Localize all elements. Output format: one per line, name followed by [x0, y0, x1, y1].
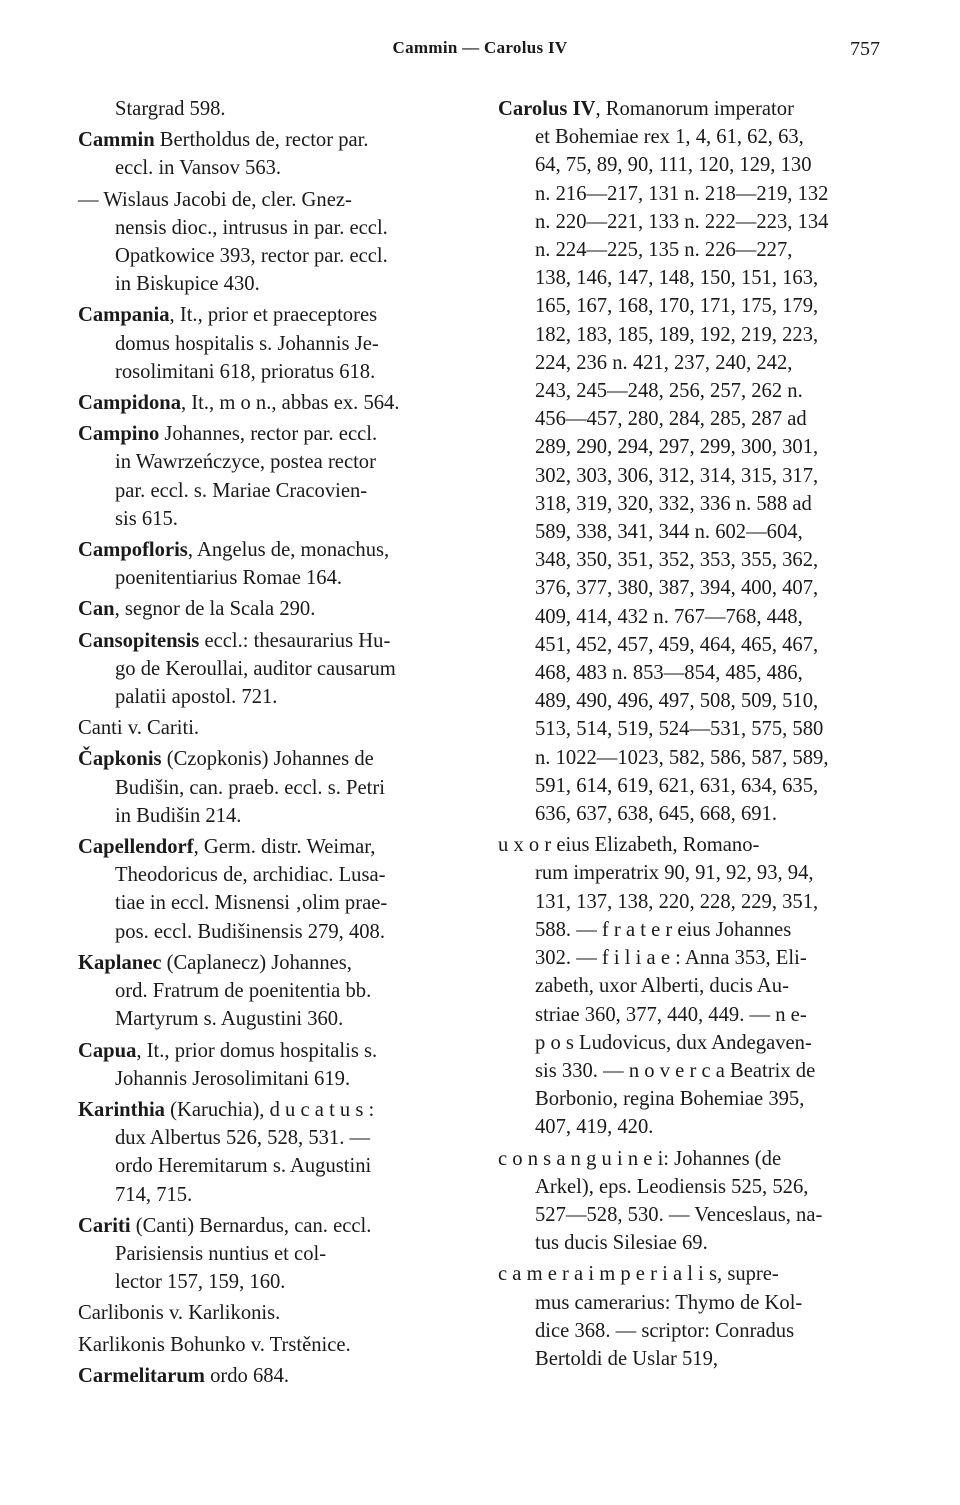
entry-line — [498, 1173, 884, 1201]
entry-line — [78, 802, 468, 830]
entry-line — [498, 659, 884, 687]
entry-line — [78, 536, 468, 564]
entry-text: 302. — f i l i a e : Anna 353, Eli- — [535, 947, 807, 970]
entry-text: , It., m o n., abbas ex. 564. — [181, 392, 400, 415]
entry-text: in Biskupice 430. — [115, 273, 260, 296]
entry-text: 302, 303, 306, 312, 314, 315, 317, — [535, 464, 819, 487]
entry-headword: Čapkonis — [78, 748, 162, 771]
entry-headword: Campofloris — [78, 539, 188, 562]
index-entry — [78, 595, 468, 623]
entry-line — [498, 631, 884, 659]
entry-text: 714, 715. — [115, 1183, 193, 1206]
entry-line — [78, 448, 468, 476]
entry-text: , It., prior domus hospitalis s. — [136, 1039, 378, 1062]
entry-line — [78, 1005, 468, 1033]
entry-line — [78, 1124, 468, 1152]
entry-text: pos. eccl. Budišinensis 279, 408. — [115, 920, 385, 943]
entry-line — [498, 1145, 884, 1173]
entry-text: 513, 514, 519, 524—531, 575, 580 — [535, 718, 824, 741]
entry-line — [498, 1229, 884, 1257]
entry-line — [498, 405, 884, 433]
entry-text: 456—457, 280, 284, 285, 287 ad — [535, 408, 807, 431]
entry-text: 527—528, 530. — Venceslaus, na- — [535, 1203, 823, 1226]
entry-text: Karlikonis Bohunko v. Trstěnice. — [78, 1333, 351, 1356]
entry-text: (Karuchia), d u c a t u s : — [164, 1098, 375, 1121]
entry-text: (Czopkonis) Johannes de — [161, 748, 374, 771]
entry-headword: Carmelitarum — [78, 1364, 205, 1387]
entry-text: 468, 483 n. 853—854, 485, 486, — [535, 662, 803, 685]
entry-text: c a m e r a i m p e r i a l i s, supre- — [498, 1263, 779, 1286]
entry-line — [498, 462, 884, 490]
entry-text: Martyrum s. Augustini 360. — [115, 1008, 344, 1031]
entry-text: Bertoldi de Uslar 519, — [535, 1347, 719, 1370]
entry-text: domus hospitalis s. Johannis Je- — [115, 332, 379, 355]
entry-text: dux Albertus 526, 528, 531. — — [115, 1127, 371, 1150]
entry-line — [78, 1181, 468, 1209]
entry-text: c o n s a n g u i n e i: Johannes (de — [498, 1147, 782, 1170]
index-entry — [78, 389, 468, 417]
entry-line — [78, 1212, 468, 1240]
entry-text: rum imperatrix 90, 91, 92, 93, 94, — [535, 862, 814, 885]
entry-text: — Wislaus Jacobi de, cler. Gnez- — [78, 188, 352, 211]
index-entry — [78, 1362, 468, 1390]
entry-text: 289, 290, 294, 297, 299, 300, 301, — [535, 436, 819, 459]
entry-line — [78, 683, 468, 711]
entry-line — [498, 1289, 884, 1317]
entry-headword: Cariti — [78, 1214, 131, 1237]
entry-text: , segnor de la Scala 290. — [114, 598, 316, 621]
entry-line — [78, 477, 468, 505]
entry-text: 165, 167, 168, 170, 171, 175, 179, — [535, 295, 819, 318]
entry-line — [78, 270, 468, 298]
index-entry — [78, 714, 468, 742]
entry-text: , Romanorum imperator — [595, 98, 794, 120]
entry-text: 591, 614, 619, 621, 631, 634, 635, — [535, 774, 819, 797]
entry-line — [498, 236, 884, 264]
entry-line — [498, 715, 884, 743]
entry-line — [78, 389, 468, 417]
entry-line — [498, 1113, 884, 1141]
entry-text: n. 220—221, 133 n. 222—223, 134 — [535, 210, 829, 233]
entry-text: 451, 452, 457, 459, 464, 465, 467, — [535, 633, 819, 656]
index-entry — [78, 536, 468, 592]
entry-line — [78, 1268, 468, 1296]
entry-line — [78, 977, 468, 1005]
entry-text: , Angelus de, monachus, — [187, 539, 390, 562]
entry-headword: Karinthia — [78, 1098, 165, 1121]
entry-text: p o s Ludovicus, dux Andegaven- — [535, 1031, 812, 1054]
entry-text: ordo 684. — [204, 1364, 290, 1387]
entry-text: 243, 245—248, 256, 257, 262 n. — [535, 380, 803, 403]
entry-text: Opatkowice 393, rector par. eccl. — [115, 245, 388, 268]
entry-text: rosolimitani 618, prioratus 618. — [115, 360, 376, 383]
entry-text: ord. Fratrum de poenitentia bb. — [115, 980, 372, 1003]
entry-line — [78, 1362, 468, 1390]
entry-text: palatii apostol. 721. — [115, 686, 278, 709]
entry-line — [78, 420, 468, 448]
entry-line — [78, 358, 468, 386]
entry-text: 589, 338, 341, 344 n. 602—604, — [535, 521, 803, 544]
entry-headword: Cammin — [78, 129, 155, 152]
entry-text: nensis dioc., intrusus in par. eccl. — [115, 216, 388, 239]
entry-line — [498, 180, 884, 208]
entry-text: n. 224—225, 135 n. 226—227, — [535, 239, 793, 262]
entry-line — [78, 861, 468, 889]
index-entry — [78, 1037, 468, 1093]
entry-line — [78, 126, 468, 154]
index-entry — [78, 1212, 468, 1297]
entry-line — [498, 490, 884, 518]
entry-text: 407, 419, 420. — [535, 1116, 654, 1139]
entry-line — [78, 1037, 468, 1065]
index-entry — [78, 1096, 468, 1209]
entry-line — [498, 574, 884, 602]
entry-line — [498, 433, 884, 461]
entry-line — [78, 564, 468, 592]
entry-text: zabeth, uxor Alberti, ducis Au- — [535, 975, 789, 998]
index-entry — [78, 186, 468, 299]
entry-text: Carlibonis v. Karlikonis. — [78, 1302, 281, 1325]
entry-line — [498, 888, 884, 916]
index-entry — [78, 420, 468, 533]
entry-line — [78, 1299, 468, 1327]
entry-line — [498, 1029, 884, 1057]
index-entry — [498, 831, 884, 1141]
entry-headword: Can — [78, 598, 115, 621]
entry-text: in Budišin 214. — [115, 804, 242, 827]
page-number: 757 — [850, 38, 880, 60]
entry-line — [498, 151, 884, 179]
entry-text: 131, 137, 138, 220, 228, 229, 351, — [535, 890, 819, 913]
entry-line — [498, 687, 884, 715]
entry-line — [78, 186, 468, 214]
entry-text: tus ducis Silesiae 69. — [535, 1232, 708, 1255]
entry-headword: Kaplanec — [78, 951, 162, 974]
entry-line — [78, 330, 468, 358]
entry-text: 636, 637, 638, 645, 668, 691. — [535, 803, 777, 826]
entry-headword: Campidona — [78, 392, 181, 415]
entry-text: 224, 236 n. 421, 237, 240, 242, — [535, 351, 793, 374]
entry-text: in Wawrzeńczyce, postea rector — [115, 451, 376, 474]
page-header — [0, 38, 960, 68]
entry-text: Johannes, rector par. eccl. — [159, 423, 378, 446]
entry-line — [498, 800, 884, 828]
entry-text: (Caplanecz) Johannes, — [161, 951, 352, 974]
entry-text: Canti v. Cariti. — [78, 717, 200, 740]
entry-headword: Campino — [78, 423, 160, 446]
index-entry — [498, 1145, 884, 1258]
running-title: Cammin — Carolus IV — [392, 38, 568, 57]
entry-line — [498, 972, 884, 1000]
right-column — [498, 95, 884, 1376]
index-entry — [78, 745, 468, 830]
entry-text: et Bohemiae rex 1, 4, 61, 62, 63, — [535, 126, 804, 149]
entry-text: Johannis Jerosolimitani 619. — [115, 1067, 351, 1090]
entry-headword: Cansopitensis — [78, 629, 200, 652]
entry-line — [78, 95, 468, 123]
entry-line — [78, 774, 468, 802]
entry-line — [498, 123, 884, 151]
entry-line — [498, 1317, 884, 1345]
entry-line — [498, 1001, 884, 1029]
entry-line — [498, 916, 884, 944]
entry-line — [78, 1065, 468, 1093]
entry-line — [498, 546, 884, 574]
entry-headword: Capua — [78, 1039, 137, 1062]
entry-line — [78, 301, 468, 329]
entry-text: 348, 350, 351, 352, 353, 355, 362, — [535, 549, 819, 572]
entry-text: ordo Heremitarum s. Augustini — [115, 1155, 372, 1178]
entry-line — [78, 1331, 468, 1359]
entry-text: 489, 490, 496, 497, 508, 509, 510, — [535, 690, 819, 713]
entry-text: par. eccl. s. Mariae Cracovien- — [115, 479, 368, 502]
entry-line — [498, 1201, 884, 1229]
entry-line — [78, 154, 468, 182]
entry-text: go de Keroullai, auditor causarum — [115, 657, 396, 680]
entry-text: dice 368. — scriptor: Conradus — [535, 1319, 795, 1342]
entry-line — [78, 505, 468, 533]
entry-headword: Carolus IV — [498, 98, 596, 120]
entry-text: , It., prior et praeceptores — [169, 304, 378, 327]
entry-text: lector 157, 159, 160. — [115, 1271, 286, 1294]
entry-line — [498, 292, 884, 320]
entry-line — [78, 889, 468, 917]
entry-text: Borbonio, regina Bohemiae 395, — [535, 1088, 805, 1111]
entry-text: u x o r eius Elizabeth, Romano- — [498, 834, 760, 857]
entry-text: eccl. in Vansov 563. — [115, 157, 282, 180]
entry-text: poenitentiarius Romae 164. — [115, 567, 343, 590]
index-entry — [78, 949, 468, 1034]
entry-text: 182, 183, 185, 189, 192, 219, 223, — [535, 323, 819, 346]
entry-line — [78, 714, 468, 742]
left-column — [78, 95, 468, 1393]
entry-line — [78, 745, 468, 773]
entry-text: 318, 319, 320, 332, 336 n. 588 ad — [535, 492, 812, 515]
entry-text: Arkel), eps. Leodiensis 525, 526, — [535, 1175, 809, 1198]
entry-line — [78, 627, 468, 655]
entry-text: n. 216—217, 131 n. 218—219, 132 — [535, 182, 829, 205]
entry-line — [498, 264, 884, 292]
index-entry — [78, 301, 468, 386]
entry-line — [498, 859, 884, 887]
entry-text: Parisiensis nuntius et col- — [115, 1242, 327, 1265]
entry-line — [498, 944, 884, 972]
entry-line — [78, 655, 468, 683]
entry-text: Stargrad 598. — [115, 98, 226, 120]
index-entry — [78, 1331, 468, 1359]
entry-line — [498, 208, 884, 236]
entry-text: 138, 146, 147, 148, 150, 151, 163, — [535, 267, 819, 290]
entry-line — [498, 518, 884, 546]
entry-text: Budišin, can. praeb. eccl. s. Petri — [115, 776, 385, 799]
index-entry — [78, 1299, 468, 1327]
entry-line — [78, 949, 468, 977]
entry-line — [78, 918, 468, 946]
entry-text: 409, 414, 432 n. 767—768, 448, — [535, 605, 803, 628]
entry-line — [498, 95, 884, 123]
entry-text: 376, 377, 380, 387, 394, 400, 407, — [535, 577, 819, 600]
index-entry — [498, 1260, 884, 1373]
entry-text: sis 615. — [115, 507, 178, 530]
entry-text: , Germ. distr. Weimar, — [193, 836, 376, 859]
index-entry — [78, 95, 468, 123]
entry-text: tiae in eccl. Misnensi ‚olim prae- — [115, 892, 388, 915]
entry-headword: Campania — [78, 304, 170, 327]
entry-text: 588. — f r a t e r eius Johannes — [535, 918, 792, 941]
entry-line — [78, 1152, 468, 1180]
entry-text: Bertholdus de, rector par. — [154, 129, 369, 152]
entry-text: Theodoricus de, archidiac. Lusa- — [115, 864, 386, 887]
entry-line — [498, 1345, 884, 1373]
entry-text: sis 330. — n o v e r c a Beatrix de — [535, 1059, 816, 1082]
entry-line — [498, 349, 884, 377]
entry-line — [78, 242, 468, 270]
index-entry — [78, 126, 468, 182]
entry-headword: Capellendorf — [78, 836, 194, 859]
entry-line — [78, 1240, 468, 1268]
entry-line — [498, 321, 884, 349]
entry-text: n. 1022—1023, 582, 586, 587, 589, — [535, 746, 829, 769]
entry-line — [498, 831, 884, 859]
entry-text: eccl.: thesaurarius Hu- — [199, 629, 391, 652]
entry-line — [78, 214, 468, 242]
index-entry — [78, 627, 468, 712]
entry-line — [498, 772, 884, 800]
entry-line — [498, 1260, 884, 1288]
entry-line — [498, 1085, 884, 1113]
entry-text: (Canti) Bernardus, can. eccl. — [130, 1214, 372, 1237]
entry-text: striae 360, 377, 440, 449. — n e- — [535, 1003, 807, 1026]
entry-line — [498, 744, 884, 772]
entry-line — [78, 595, 468, 623]
entry-line — [78, 833, 468, 861]
entry-line — [78, 1096, 468, 1124]
entry-line — [498, 1057, 884, 1085]
entry-text: 64, 75, 89, 90, 111, 120, 129, 130 — [535, 154, 812, 177]
entry-text: mus camerarius: Thymo de Kol- — [535, 1291, 803, 1314]
index-entry — [78, 833, 468, 946]
entry-line — [498, 603, 884, 631]
index-entry — [498, 95, 884, 828]
entry-line — [498, 377, 884, 405]
